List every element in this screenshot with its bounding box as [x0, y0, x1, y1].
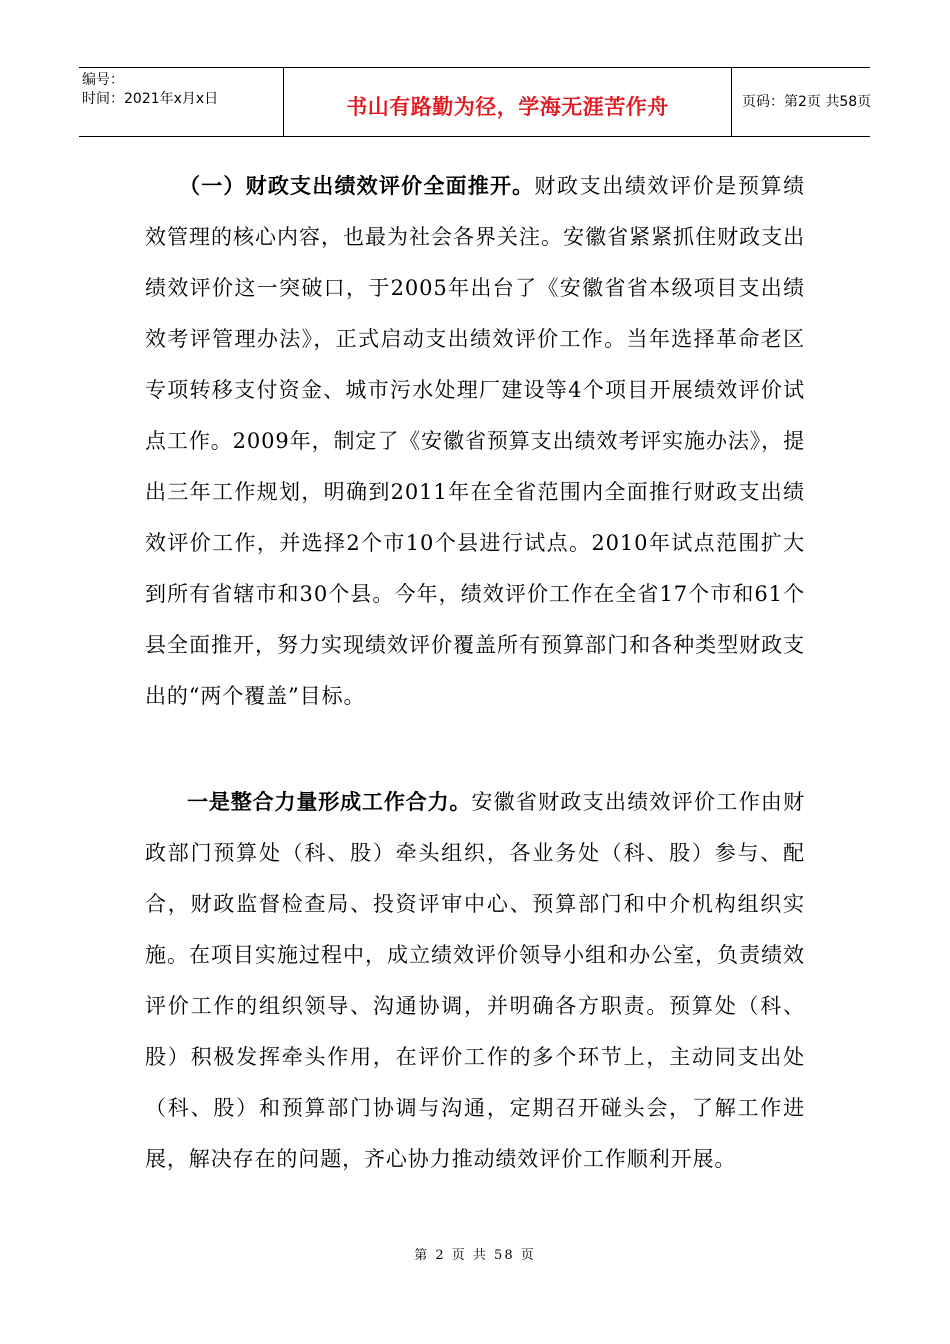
paragraph-2	[145, 777, 805, 1185]
paragraph-1-text: 财政支出绩效评价是预算绩效管理的核心内容，也最为社会各界关注。安徽省紧紧抓住财政支出绩效评价这一突破口，于2005年出台了《安徽省省本级项目支出绩效考评管理办法》，正式启动支出绩效评价工作。当年选择革命老区专项转移支付资金、城市污水处理厂建设等4个项目开展绩效评价试点工作。2009年，制定了《安徽省预算支出绩效考评实施办法》，提出三年工作规划，明确到2011年在全省范围内全面推行财政支出绩效评价工作，并选择2个市10个县进行试点。2010年试点范围扩大到所有省辖市和30个县。今年，绩效评价工作在全省17个市和61个县全面推开，努力实现绩效评价覆盖所有预算部门和各种类型财政支出的“两个覆盖”目标。	[145, 174, 805, 708]
header-meta	[79, 68, 283, 136]
paragraph-1-heading: （一）财政支出绩效评价全面推开。	[179, 174, 535, 198]
page-footer-number: 第 2 页 共 58 页	[414, 1248, 536, 1263]
page-header	[79, 67, 870, 137]
document-time-label: 时间：2021年x月x日	[82, 91, 219, 107]
header-motto: 书山有路勤为径，学海无涯苦作舟	[346, 95, 669, 119]
paragraph-1	[145, 161, 805, 722]
header-page-code: 页码：第2页 共58页	[742, 94, 872, 110]
paragraph-2-heading: 一是整合力量形成工作合力。	[187, 790, 472, 814]
header-motto-cell	[283, 68, 732, 136]
document-number-label: 编号：	[82, 72, 124, 88]
paragraph-2-text: 安徽省财政支出绩效评价工作由财政部门预算处（科、股）牵头组织，各业务处（科、股）参与、配合，财政监督检查局、投资评审中心、预算部门和中介机构组织实施。在项目实施过程中，成立绩效评价领导小组和办公室，负责绩效评价工作的组织领导、沟通协调，并明确各方职责。预算处（科、股）积极发挥牵头作用，在评价工作的多个环节上，主动同支出处（科、股）和预算部门协调与沟通，定期召开碰头会，了解工作进展，解决存在的问题，齐心协力推动绩效评价工作顺利开展。	[145, 790, 806, 1171]
